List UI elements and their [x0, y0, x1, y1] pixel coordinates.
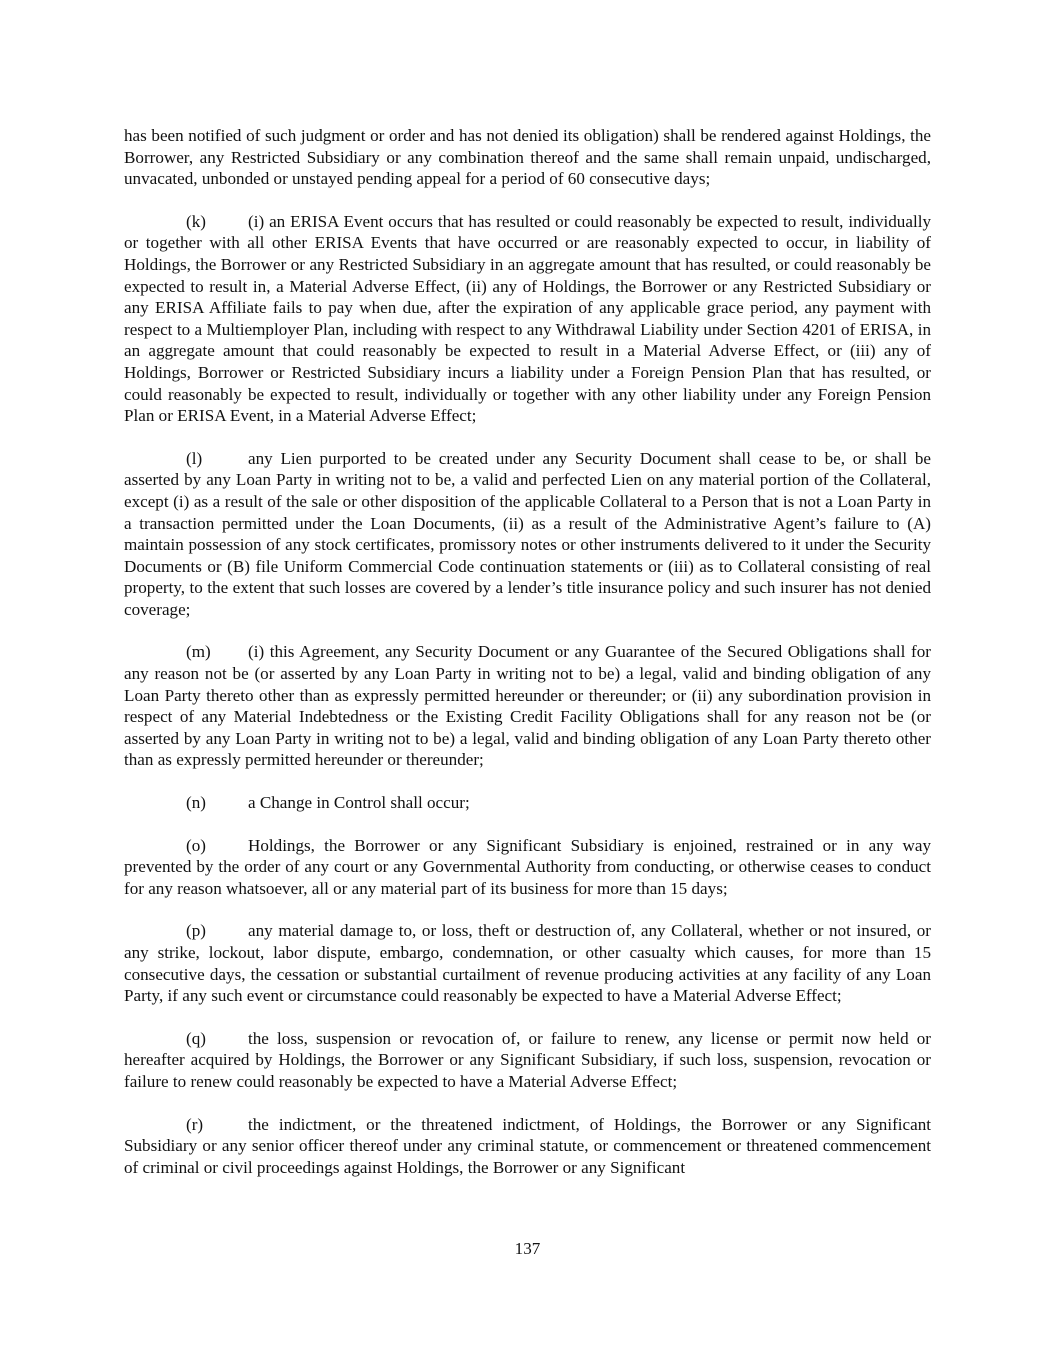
paragraph-text: (i) this Agreement, any Security Document or any Guarantee of the Secured Obligations shall for any reason not be (or asserted by any Loan Party in writing not to be) a legal, valid and binding obligation of any Loan Party thereto other than as expressly permitted hereunder or thereunder; or (ii) any subordination provision in respect of any Material Indebtedness or the Existing Credit Facility Obligations shall for any reason not be (or asserted by any Loan Party in writing not to be) a legal, valid and binding obligation of any Loan Party thereto other than as expressly permitted hereunder or thereunder;	[124, 642, 931, 770]
paragraph-marker: (k)	[186, 211, 206, 231]
paragraph-marker: (n)	[186, 793, 206, 813]
paragraph-marker: (p)	[186, 921, 206, 941]
paragraph-r	[124, 1114, 931, 1179]
paragraph-o	[124, 835, 931, 900]
paragraph-marker: (o)	[186, 835, 206, 855]
paragraph-text: any material damage to, or loss, theft or destruction of, any Collateral, whether or not insured, or any strike, lockout, labor dispute, embargo, condemnation, or other casualty which causes, for more than 15 consecutive days, the cessation or substantial curtailment of revenue producing activities at any facility of any Loan Party, if any such event or circumstance could reasonably be expected to have a Material Adverse Effect;	[124, 921, 931, 1006]
paragraph-marker: (r)	[186, 1114, 204, 1134]
paragraph-p	[124, 920, 931, 1006]
paragraph-marker: (q)	[186, 1028, 206, 1048]
paragraph-text: has been notified of such judgment or order and has not denied its obligation) shall be rendered against Holdings, the Borrower, any Restricted Subsidiary or any combination thereof and the same shall remain unpaid, undischarged, unvacated, unbonded or unstayed pending appeal for a period of 60 consecutive days;	[124, 126, 931, 189]
paragraph-l	[124, 448, 931, 621]
paragraph-marker: (m)	[186, 642, 211, 662]
paragraph-q	[124, 1028, 931, 1093]
paragraph-continuation	[124, 125, 931, 190]
page-number: 137	[514, 1239, 541, 1258]
document-page	[124, 125, 931, 1199]
paragraph-text: any Lien purported to be created under any Security Document shall cease to be, or shall be asserted by any Loan Party in writing not to be, a valid and perfected Lien on any material portion of the Collateral, except (i) as a result of the sale or other disposition of the applicable Collateral to a Person that is not a Loan Party in a transaction permitted under the Loan Documents, (ii) as a result of the Administrative Agent’s failure to (A) maintain possession of any stock certificates, promissory notes or other instruments delivered to it under the Security Documents or (B) file Uniform Commercial Code continuation statements or (iii) as to Collateral consisting of real property, to the extent that such losses are covered by a lender’s title insurance policy and such insurer has not denied coverage;	[124, 448, 931, 619]
paragraph-m	[124, 641, 931, 771]
paragraph-text: the loss, suspension or revocation of, or failure to renew, any license or permit now held or hereafter acquired by Holdings, the Borrower or any Significant Subsidiary, if such loss, suspension, revocation or failure to renew could reasonably be expected to have a Material Adverse Effect;	[124, 1028, 931, 1091]
paragraph-marker: (l)	[186, 448, 203, 468]
paragraph-text: a Change in Control shall occur;	[248, 793, 470, 813]
paragraph-n	[124, 792, 931, 814]
paragraph-k	[124, 211, 931, 427]
paragraph-text: the indictment, or the threatened indictment, of Holdings, the Borrower or any Significant Subsidiary or any senior officer thereof under any criminal statute, or commencement or threatened commencement of criminal or civil proceedings against Holdings, the Borrower or any Significant	[124, 1114, 931, 1177]
paragraph-text: (i) an ERISA Event occurs that has resulted or could reasonably be expected to result, individually or together with all other ERISA Events that have occurred or are reasonably expected to occur, in liability of Holdings, the Borrower or any Restricted Subsidiary in an aggregate amount that has resulted, or could reasonably be expected to result in, a Material Adverse Effect, (ii) any of Holdings, the Borrower or any Restricted Subsidiary or any ERISA Affiliate fails to pay when due, after the expiration of any applicable grace period, any payment with respect to a Multiemployer Plan, including with respect to any Withdrawal Liability under Section 4201 of ERISA, in an aggregate amount that could reasonably be expected to result in a Material Adverse Effect, or (iii) any of Holdings, Borrower or Restricted Subsidiary incurs a liability under a Foreign Pension Plan that has resulted, or could reasonably be expected to result, individually or together with any other liability under any Foreign Pension Plan or ERISA Event, in a Material Adverse Effect;	[124, 211, 931, 426]
paragraph-text: Holdings, the Borrower or any Significant Subsidiary is enjoined, restrained or in any way prevented by the order of any court or any Governmental Authority from conducting, or otherwise ceases to conduct for any reason whatsoever, all or any material part of its business for more than 15 days;	[124, 835, 931, 898]
